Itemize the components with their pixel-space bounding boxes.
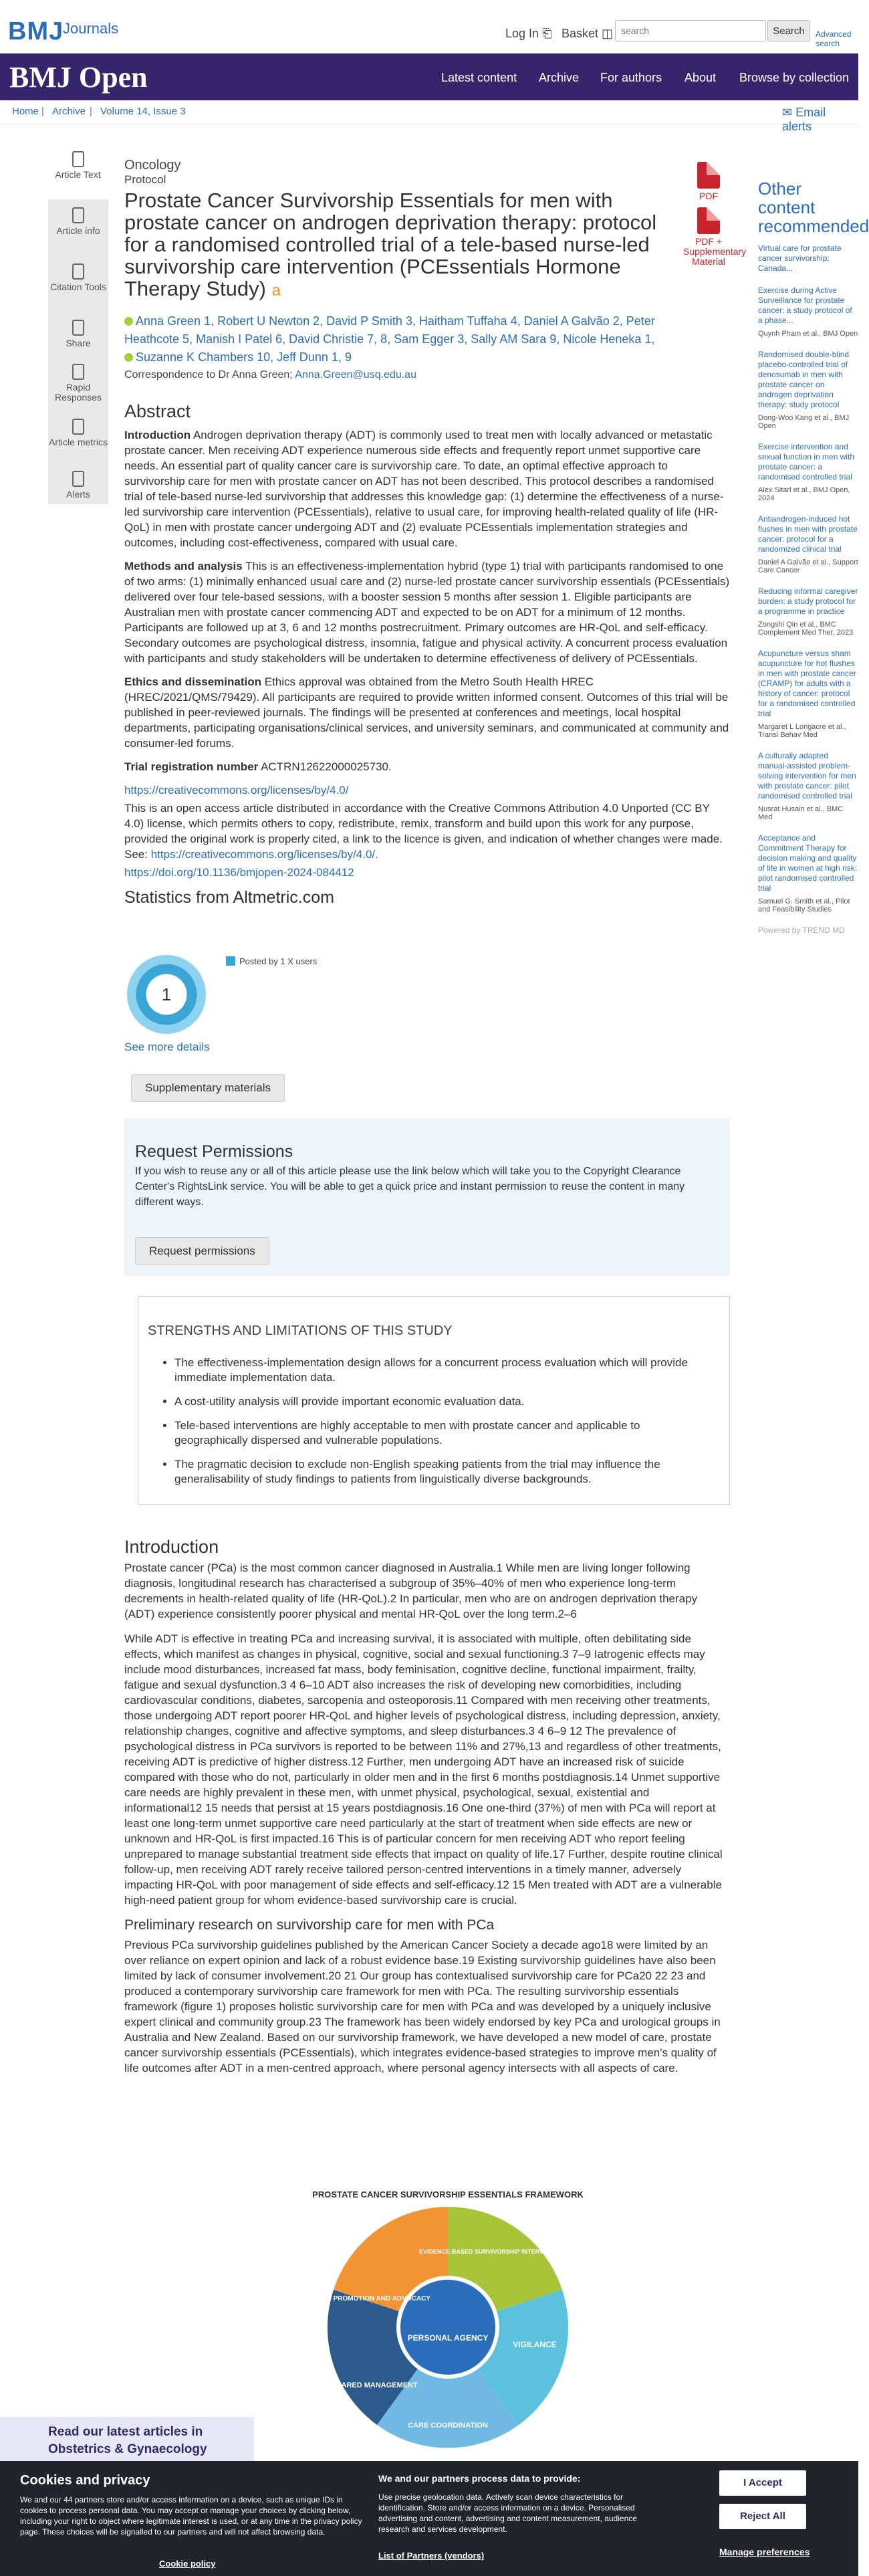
author-line[interactable] (124, 348, 693, 366)
quote-icon (72, 263, 84, 280)
breadcrumb-issue[interactable]: Volume 14, Issue 3 (100, 106, 186, 117)
partners-heading: We and our partners process data to provide: (378, 2473, 581, 2484)
cookie-policy-link[interactable]: Cookie policy (159, 2559, 216, 2569)
journal-brand-bar (0, 53, 858, 100)
recommended-source: Daniel A Galvão et al., Support Care Cancer (758, 558, 858, 574)
center-circle (398, 2278, 497, 2377)
recommended-item[interactable]: Reducing informal caregiver burden: a study protocol for a programme in practice (758, 586, 858, 616)
recommended-item[interactable]: Acceptance and Commitment Therapy for decision making and quality of life in women at high risk: pilot randomised controlled trial (758, 833, 858, 893)
breadcrumb-separator: | (41, 106, 44, 117)
nav-for-authors[interactable]: For authors (600, 71, 662, 84)
shared-label: SHARED MANAGEMENT (331, 2381, 418, 2389)
cookie-text: We and our 44 partners store and/or access information on a device, such as unique IDs in cookies to process personal data. You may accept or manage your choices by clicking below, including your right to object where legitimate interest is used, or at any time in the privacy policy page. These choices will be signalled to our partners and will not affect browsing data. (20, 2495, 362, 2537)
tool-share[interactable] (48, 320, 108, 348)
correspondence (124, 369, 730, 381)
share-icon (72, 320, 84, 336)
email-alerts-label: Email alerts (782, 106, 826, 133)
altmetric-score: 1 (161, 984, 172, 1004)
partners-text: Use precise geolocation data. Actively scan device characteristics for identification. Store and/or access information on a device. Personalised advertising and content, advertising and content measurement, audience research and services development. (378, 2492, 637, 2534)
tool-rapid-responses[interactable] (48, 364, 108, 403)
abstract-ethics-text: Ethics approval was obtained from the Metro South Health HREC (HREC/2021/QMS/79429). All participants are required to provide written informed consent. Outcomes of this trial will be published in peer-reviewed journals. The findings will be presented at conferences and meetings, local hospital departments, participating organisations/clinical services, and university seminars, and communicated at community and consumer-led forums. (124, 675, 729, 750)
tool-citation-tools[interactable] (48, 263, 108, 292)
recommended-item[interactable]: Virtual care for prostate cancer survivorship: Canada... (758, 243, 842, 273)
tool-article-info[interactable] (48, 207, 108, 236)
login-link[interactable] (505, 27, 551, 41)
tool-label: Alerts (66, 489, 90, 500)
cookie-consent-banner (0, 2461, 858, 2576)
login-label: Log In (505, 27, 539, 40)
recommended-item[interactable]: Exercise during Active Surveillance for prostate cancer: a study protocol of a phase... (758, 286, 852, 325)
altmetric-posted-by (226, 956, 317, 966)
see-more-details-link[interactable]: See more details (124, 1041, 210, 1053)
breadcrumb-home[interactable]: Home (12, 106, 39, 117)
tool-label: Citation Tools (50, 282, 106, 292)
top-header (0, 0, 858, 53)
accept-cookies-button[interactable]: I Accept (719, 2470, 806, 2496)
info-icon (72, 207, 84, 223)
pdf-label: PDF (699, 191, 718, 201)
correspondence-email[interactable]: Anna.Green@usq.edu.au (295, 369, 416, 381)
tool-label: Rapid Responses (54, 382, 102, 403)
search-button[interactable]: Search (767, 20, 810, 41)
envelope-icon: ✉ (782, 106, 793, 119)
recommended-item[interactable]: Randomised double-blind placebo-controlled trial of denosumab in men with prostate cancer on androgen deprivation therapy: study protocol (758, 350, 850, 409)
sidebar-heading: Other content recommended (758, 179, 869, 236)
x-posts-legend-icon (226, 956, 235, 966)
manage-preferences-link[interactable]: Manage preferences (719, 2547, 810, 2557)
breadcrumb-archive[interactable]: Archive (52, 106, 86, 117)
partners-list-link[interactable]: List of Partners (vendors) (378, 2551, 485, 2561)
reject-cookies-button[interactable]: Reject All (719, 2504, 806, 2529)
pdf-supp-label: PDF + Supplementary Material (683, 236, 747, 267)
abstract-heading: Abstract (124, 401, 191, 421)
article-type: Protocol (124, 173, 166, 186)
recommended-source: Zongshi Qin et al., BMC Complement Med Ther, 2023 (758, 621, 854, 637)
strength-item: • Tele-based interventions are highly acceptable to men with prostate cancer and applicable to geographically dispersed and vulnerable populations. (174, 1418, 709, 1448)
request-permissions-panel (124, 1118, 730, 1276)
trial-label: Trial registration number (124, 760, 259, 773)
login-icon: ⎗ (542, 27, 552, 40)
strengths-list (174, 1356, 709, 1496)
tool-article-text[interactable] (48, 151, 108, 199)
advanced-search-link[interactable]: Advanced search (816, 29, 852, 48)
breadcrumb (0, 100, 858, 133)
correspondence-label: Correspondence to Dr Anna Green; (124, 369, 293, 381)
tool-alerts[interactable] (48, 471, 108, 500)
care-label: CARE COORDINATION (408, 2422, 488, 2430)
journals-logo-text[interactable]: Journals (63, 20, 119, 37)
survivorship-framework-figure[interactable] (287, 2187, 608, 2461)
author-line[interactable] (124, 312, 693, 330)
recommended-item[interactable]: Antiandrogen-induced hot flushes in men with prostate cancer: protocol for a randomized clinical trial (758, 514, 858, 554)
comment-icon (72, 364, 84, 380)
vigilance-label: VIGILANCE (513, 2340, 557, 2349)
center-label: PERSONAL AGENCY (407, 2333, 489, 2343)
health-label: HEALTH PROMOTION AND ADVOCACY (305, 2295, 430, 2302)
trendmd-credit[interactable]: Powered by TREND MD (758, 926, 845, 935)
doi-para (124, 865, 730, 880)
supplementary-materials-button[interactable]: Supplementary materials (131, 1074, 285, 1102)
document-icon (72, 151, 84, 167)
cookie-heading: Cookies and privacy (20, 2473, 150, 2488)
basket-link[interactable] (562, 27, 613, 41)
article-main (124, 158, 730, 907)
recommended-item[interactable]: Acupuncture versus sham acupuncture for hot flushes in men with prostate cancer (CRAMP) for adults with a history of cancer: protocol for a randomised controlled trial (758, 649, 856, 718)
article-tools-rail (48, 151, 108, 504)
nav-latest-content[interactable]: Latest content (441, 71, 517, 84)
strength-item: • A cost-utility analysis will provide important economic evaluation data. (174, 1394, 709, 1409)
bmj-logo[interactable]: BMJ (8, 17, 64, 45)
metrics-icon (72, 419, 84, 435)
strength-item: • The pragmatic decision to exclude non-English speaking patients from the trial may influence the generalisability of study findings to patients from linguistically diverse backgrounds. (174, 1457, 709, 1487)
basket-icon: ◫ (602, 27, 614, 40)
abstract-ethics (124, 674, 730, 751)
framework-wheel (328, 2207, 571, 2448)
nav-archive[interactable]: Archive (539, 71, 580, 84)
license-link[interactable]: https://creativecommons.org/licenses/by/4.0/ (124, 784, 349, 796)
article-title (124, 189, 679, 302)
trial-registration (124, 759, 730, 774)
posted-by-text: Posted by 1 X users (239, 956, 318, 966)
permissions-text: If you wish to reuse any or all of this article please use the link below which will take you to the Copyright Clearance Center's RightsLink service. You will be able to get a quick price and instant permission to reuse the content in many different ways. (135, 1166, 685, 1208)
tool-label: Article Text (55, 169, 101, 180)
banner-line1: Read our latest articles in (48, 2425, 203, 2439)
nav-browse-by-collection[interactable]: Browse by collection (739, 71, 850, 84)
recommended-sidebar (758, 165, 869, 935)
article-body (124, 1537, 730, 2085)
authors-text: Anna Green 1, Robert U Newton 2, David P Smith 3, Haitham Tuffaha 4, Daniel A Galvão 2, Peter (136, 314, 655, 328)
abstract-intro-text: Androgen deprivation therapy (ADT) is commonly used to treat men with locally advanced or metastatic prostate cancer. Men receiving ADT experience numerous side effects and frequently report unmet supportive care needs. An essential part of quality cancer care is survivorship care. To date, an optimal effective approach to survivorship care for men with prostate cancer on ADT has not been described. This protocol describes a randomised trial of tele-based nurse-led survivorship that addresses this knowledge gap: (1) determine the effectiveness of a nurse-led survivorship care intervention (PCEssentials), relative to usual care, for improving health-related quality of life (HR-QoL) in men with prostate cancer undergoing ADT and (2) evaluate PCEssentials implementation strategies and outcomes, including cost-effectiveness, compared with usual care. (124, 429, 724, 549)
introduction-heading: Introduction (124, 1537, 219, 1557)
recommended-source: Alex Sitarl et al., BMJ Open, 2024 (758, 486, 850, 502)
license-link-para (124, 782, 730, 798)
altmetric-heading: Statistics from Altmetric.com (124, 888, 334, 907)
recommended-item[interactable]: A culturally adapted manual-assisted problem-solving intervention for men with prostate cancer: pilot randomised controlled trial (758, 751, 856, 800)
body-paragraph: While ADT is effective in treating PCa and increasing survival, it is associated with multiple, often debilitating side effects, which manifest as changes in physical, cognitive, social and sexual functioning.3 7–9 Iatrogenic effects may include mood disturbances, increased fat mass, body feminisation, cognitive decline, functional impairment, frailty, fatigue and sexual dysfunction.3 4 6–10 ADT also increases the risk of developing new comorbidities, including cardiovascular conditions, diabetes, sarcopenia and osteoporosis.11 Compared with men receiving other treatments, those undergoing ADT report poorer HR-QoL and higher levels of psychological distress, including depression, anxiety, relationship changes, cognitive and affective symptoms, and sleep disturbances.3 4 6–9 12 The prevalence of psychological distress in PCa survivors is reported to be between 11% and 27%,13 and regardless of other treatments, receiving ADT is predictive of higher distress.12 Further, men undergoing ADT have an increased risk of suicide compared with those who do not, particularly in older men and in the first 6 months postdiagnosis.14 Unmet supportive care needs are highly prevalent in these men, with unmet physical, psychological, sexual, existential and informational12 15 needs that persist at 15 years postdiagnosis.16 One one-third (37%) of men with PCa will report at least one long-term unmet supportive care need particularly at the start of treatment when side effects are new or unknown and HR-QoL is first impacted.16 This is of particular concern for men receiving ADT who report feeling unprepared to manage substantial treatment side effects that impact on quality of life.17 Further, despite routine clinical follow-up, men receiving ADT rarely receive tailored person-centred interventions in a timely manner, adversely impacting HR-QoL with poor management of side effects and self-efficacy.12 15 Men treated with ADT are a vulnerable high-need patient group for whom evidence-based survivorship care is crucial. (124, 1632, 723, 1907)
author-line[interactable] (124, 330, 693, 348)
authors-text: Heathcote 5, Manish I Patel 6, David Christie 7, 8, Sam Egger 3, Sally AM Sara 9, Nicole Heneka 1, (124, 332, 655, 346)
author-list (124, 312, 693, 366)
license-body: This is an open access article distributed in accordance with the Creative Commons Attribution 4.0 Unported (CC BY 4.0) license, which permits others to copy, redistribute, remix, transform and build upon this work for any purpose, provided the original work is properly cited, a link to the licence is given, and indication of whether changes were made. See: (124, 802, 723, 861)
abstract-ethics-label: Ethics and dissemination (124, 675, 261, 688)
authors-text: Suzanne K Chambers 10, Jeff Dunn 1, 9 (136, 350, 352, 364)
body-paragraph: Prostate cancer (PCa) is the most common cancer diagnosed in Australia.1 While men are living longer following diagnosis, longitudinal research has characterised a subgroup of 35%–40% of men who experience long-term decrements in health-related quality of life (HR-QoL).2 In particular, men who are on androgen deprivation therapy (ADT) experience consistently poorer physical and mental HR-QoL over the long term.2–6 (124, 1562, 698, 1620)
abstract-section (124, 401, 730, 880)
journal-title[interactable]: BMJ Open (9, 61, 148, 94)
license-link-inline[interactable]: https://creativecommons.org/licenses/by/4.0/. (150, 848, 378, 861)
strengths-heading: STRENGTHS AND LIMITATIONS OF THIS STUDY (148, 1323, 453, 1338)
recommended-source: Dong-Woo Kang et al., BMJ Open (758, 414, 850, 430)
permissions-heading: Request Permissions (135, 1142, 293, 1161)
bell-icon (72, 471, 84, 487)
latest-articles-banner[interactable] (0, 2417, 254, 2461)
request-permissions-button[interactable]: Request permissions (135, 1237, 269, 1265)
article-title-text: Prostate Cancer Survivorship Essentials for men with prostate cancer on androgen deprivation therapy: protocol for a randomised controlled trial of a tele-based nurse-led survivorship care intervention (PCEssentials Hormone Therapy Study) (124, 189, 657, 300)
abstract-methods-text: This is an effectiveness-implementation hybrid (type 1) trial with participants randomised to one of two arms: (1) minimally enhanced usual care and (2) nurse-led prostate cancer survivorship essentials (PCEssentials) delivered over four tele-based sessions, with a booster session 5 months after session 1. Eligible participants are Australian men with prostate cancer commencing ADT and expected to be on ADT for a minimum of 12 months. Participants are followed up at 3, 6 and 12 months postrecruitment. Primary outcomes are HR-QoL and self-efficacy. Secondary outcomes are psychological distress, insomnia, fatigue and physical activity. A concurrent process evaluation with participants and study stakeholders will be undertaken to determine effectiveness of delivery of PCEssentials. (124, 560, 730, 665)
email-alerts-link[interactable] (782, 106, 858, 134)
tool-label: Share (66, 338, 91, 348)
recommended-source: Nusrat Husain et al., BMC Med (758, 805, 844, 821)
body-paragraph: Previous PCa survivorship guidelines published by the American Cancer Society a decade ago18 were limited by an over reliance on expert opinion and lack of a robust evidence base.19 Existing survivorship guidelines have also been limited by lack of consumer involvement.20 21 Our group has contextualised survivorship care for PCa20 22 23 and produced a contemporary survivorship care framework for men with PCa. The resulting survivorship essentials framework (figure 1) proposes holistic survivorship care for men with PCa and was developed by a uniquely inclusive expert clinical and community group.23 The framework has been widely endorsed by key PCa and urological groups in Australia and New Zealand. Based on our survivorship framework, we have developed a new model of care, prostate cancer survivorship essentials (PCEssentials), which integrates evidence-based strategies to improve men's quality of life outcomes after ADT in a men-centred approach, where personal agency intersects with all aspects of care. (124, 1939, 721, 2074)
basket-label: Basket (562, 27, 599, 40)
search-input[interactable] (615, 20, 766, 41)
orcid-icon (124, 353, 133, 362)
abstract-methods (124, 558, 730, 666)
nav-about[interactable]: About (685, 71, 717, 84)
breadcrumb-separator: | (90, 106, 92, 117)
abstract-introduction (124, 427, 730, 550)
strengths-limitations-box (138, 1296, 730, 1505)
recommended-item[interactable]: Exercise intervention and sexual function in men with prostate cancer: a randomised controlled trial (758, 442, 855, 481)
tool-label: Article info (56, 225, 100, 236)
trial-number: ACTRN12622000025730. (261, 760, 392, 773)
preliminary-research-heading: Preliminary research on survivorship care for men with PCa (124, 1917, 495, 1933)
license-text (124, 800, 730, 862)
strength-item: • The effectiveness-implementation design allows for a concurrent process evaluation which will provide immediate implementation data. (174, 1356, 709, 1385)
doi-link[interactable]: https://doi.org/10.1136/bmjopen-2024-084412 (124, 866, 354, 879)
orcid-icon (124, 317, 133, 326)
abstract-intro-label: Introduction (124, 429, 191, 441)
tool-article-metrics[interactable] (48, 419, 108, 447)
framework-arc-title: PROSTATE CANCER SURVIVORSHIP ESSENTIALS FRAMEWORK (312, 2189, 584, 2199)
recommended-source: Quynh Pham et al., BMJ Open (758, 330, 858, 338)
recommended-source: Margaret L Longacre et al., Transl Behav Med (758, 723, 846, 739)
recommended-source: Samuel G. Smith et al., Pilot and Feasibility Studies (758, 897, 850, 914)
evidence-label: EVIDENCE-BASED SURVIVORSHIP INTERVENTIONS (418, 2248, 571, 2255)
tool-label: Article metrics (49, 437, 108, 447)
abstract-methods-label: Methods and analysis (124, 560, 243, 572)
open-access-icon: a (271, 282, 281, 300)
article-section: Oncology (124, 158, 181, 173)
banner-line2: Obstetrics & Gynaecology (48, 2442, 207, 2456)
